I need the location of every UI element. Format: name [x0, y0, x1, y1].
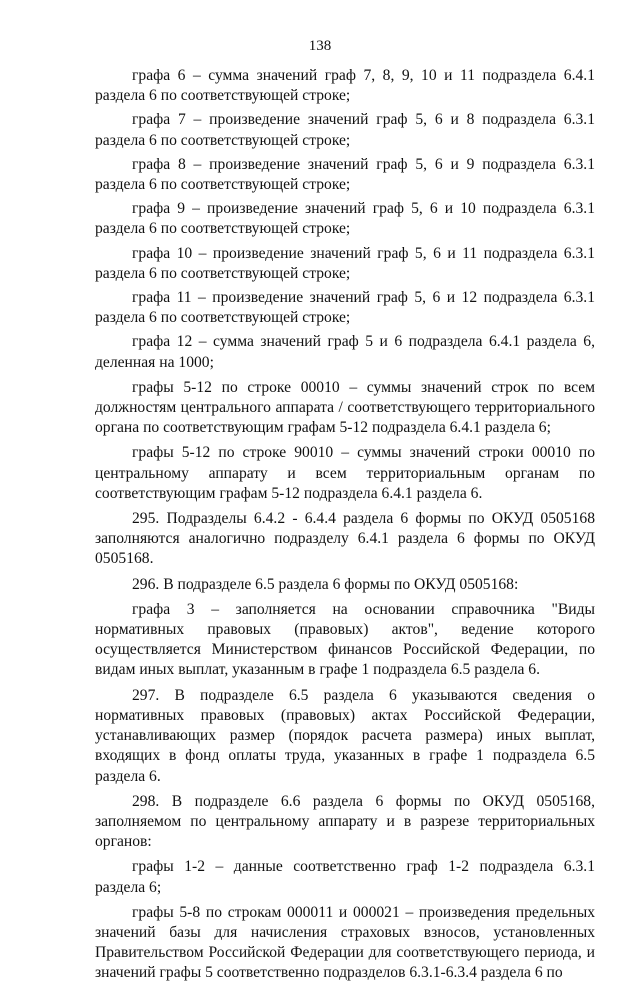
paragraph-item-297: 297. В подразделе 6.5 раздела 6 указываются сведения о нормативных правовых (правовых) актах Российской Федерации, устанавливающих размер (порядок расчета размера) иных выплат, входящих в фонд оплаты труда, указанных в графе 1 подраздела 6.5 раздела 6.: [95, 686, 595, 785]
paragraph-grafy-5-12-00010: графы 5-12 по строке 00010 – суммы значений строк по всем должностям центрального аппарата / соответствующего территориального органа по соответствующим графам 5-12 подраздела 6.4.1 раздела 6;: [95, 378, 595, 437]
paragraph-grafa-6: графа 6 – сумма значений граф 7, 8, 9, 10 и 11 подраздела 6.4.1 раздела 6 по соответствующей строке;: [95, 67, 595, 105]
paragraph-grafa-12: графа 12 – сумма значений граф 5 и 6 подраздела 6.4.1 раздела 6, деленная на 1000;: [95, 333, 595, 371]
paragraph-item-296: 296. В подразделе 6.5 раздела 6 формы по ОКУД 0505168:: [132, 575, 519, 593]
paragraph-grafa-7: графа 7 – произведение значений граф 5, 6 и 8 подраздела 6.3.1 раздела 6 по соответствующей строке;: [95, 111, 595, 149]
page-number: 138: [308, 38, 332, 54]
paragraph-grafa-10: графа 10 – произведение значений граф 5, 6 и 11 подраздела 6.3.1 раздела 6 по соответствующей строке;: [95, 244, 595, 282]
paragraph-grafa-11: графа 11 – произведение значений граф 5, 6 и 12 подраздела 6.3.1 раздела 6 по соответствующей строке;: [95, 289, 595, 327]
paragraph-grafy-5-8: графы 5-8 по строкам 000011 и 000021 – произведения предельных значений базы для начисления страховых взносов, установленных Правительством Российской Федерации для соответствующего периода, и значений графы 5 соответственно подразделов 6.3.1-6.3.4 раздела 6 по: [95, 903, 595, 982]
paragraph-item-295: 295. Подразделы 6.4.2 - 6.4.4 раздела 6 формы по ОКУД 0505168 заполняются аналогично подразделу 6.4.1 раздела 6 формы по ОКУД 0505168.: [95, 510, 595, 568]
paragraph-grafy-5-12-90010: графы 5-12 по строке 90010 – суммы значений строки 00010 по центральному аппарату и всем территориальным органам по соответствующим графам 5-12 подраздела 6.4.1 раздела 6.: [95, 444, 595, 502]
paragraph-item-298: 298. В подразделе 6.6 раздела 6 формы по ОКУД 0505168, заполняемом по центральному аппарату и в разрезе территориальных органов:: [95, 792, 595, 851]
paragraph-grafa-8: графа 8 – произведение значений граф 5, 6 и 9 подраздела 6.3.1 раздела 6 по соответствующей строке;: [95, 155, 595, 194]
paragraph-grafy-1-2: графы 1-2 – данные соответственно граф 1-2 подраздела 6.3.1 раздела 6;: [95, 858, 595, 896]
document-body: [95, 66, 595, 989]
paragraph-grafa-3: графа 3 – заполняется на основании справочника "Виды нормативных правовых (правовых) актов", ведение которого осуществляется Министерством финансов Российской Федерации, по видам иных выплат, указанным в графе 1 подраздела 6.5 раздела 6.: [95, 600, 595, 679]
paragraph-grafa-9: графа 9 – произведение значений граф 5, 6 и 10 подраздела 6.3.1 раздела 6 по соответствующей строке;: [95, 200, 595, 238]
